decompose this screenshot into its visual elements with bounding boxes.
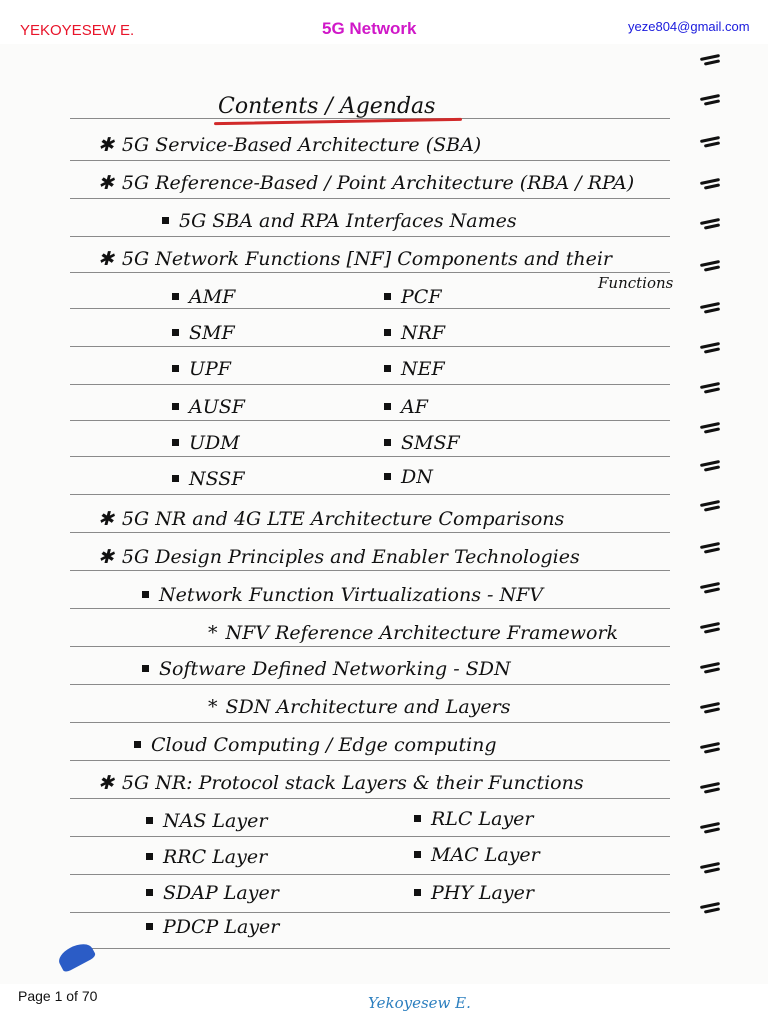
nf-item: AF <box>384 396 428 418</box>
spiral-ring-icon <box>700 704 722 714</box>
ruled-line <box>70 570 670 571</box>
square-bullet-icon <box>142 591 149 598</box>
spiral-ring-icon <box>700 424 722 434</box>
square-bullet-icon <box>146 817 153 824</box>
agenda-item: ✱ 5G Network Functions [NF] Components and their <box>98 248 612 270</box>
star-bullet-icon: ✱ <box>98 248 114 270</box>
ruled-line <box>70 608 670 609</box>
agenda-subsubitem: * SDN Architecture and Layers <box>208 696 511 718</box>
square-bullet-icon <box>414 851 421 858</box>
spiral-ring-icon <box>700 304 722 314</box>
star-bullet-icon: ✱ <box>98 546 114 568</box>
ruled-line <box>70 160 670 161</box>
nf-item: SMSF <box>384 432 460 454</box>
nf-item: AUSF <box>172 396 245 418</box>
ruled-line <box>70 722 670 723</box>
agenda-item: ✱ 5G Reference-Based / Point Architecture (RBA / RPA) <box>98 172 635 194</box>
square-bullet-icon <box>172 365 179 372</box>
document-title: 5G Network <box>322 19 417 38</box>
star-bullet-icon: ✱ <box>98 772 114 794</box>
spiral-ring-icon <box>700 584 722 594</box>
ruled-line <box>70 272 670 273</box>
square-bullet-icon <box>172 293 179 300</box>
ruled-line <box>70 532 670 533</box>
star-bullet-icon: ✱ <box>98 134 114 156</box>
nf-item: NRF <box>384 322 445 344</box>
asterisk-bullet-icon: * <box>208 622 218 644</box>
spiral-ring-icon <box>700 544 722 554</box>
spiral-ring-icon <box>700 262 722 272</box>
spiral-ring-icon <box>700 96 722 106</box>
square-bullet-icon <box>384 473 391 480</box>
author-signature: Yekoyesew E. <box>368 994 471 1012</box>
square-bullet-icon <box>384 293 391 300</box>
square-bullet-icon <box>146 889 153 896</box>
agenda-subitem: Cloud Computing / Edge computing <box>134 734 497 756</box>
star-bullet-icon: ✱ <box>98 172 114 194</box>
nf-item: SMF <box>172 322 235 344</box>
ruled-line <box>70 346 670 347</box>
asterisk-bullet-icon: * <box>208 696 218 718</box>
square-bullet-icon <box>134 741 141 748</box>
author-name: YEKOYESEW E. <box>20 22 135 39</box>
agenda-item: ✱ 5G Service-Based Architecture (SBA) <box>98 134 482 156</box>
spiral-ring-icon <box>700 138 722 148</box>
spiral-ring-icon <box>700 744 722 754</box>
square-bullet-icon <box>172 439 179 446</box>
agenda-item: ✱ 5G NR and 4G LTE Architecture Comparisons <box>98 508 565 530</box>
nf-item: UDM <box>172 432 240 454</box>
square-bullet-icon <box>146 853 153 860</box>
page-header <box>0 0 768 44</box>
nf-item: PCF <box>384 286 442 308</box>
ruled-line <box>70 798 670 799</box>
square-bullet-icon <box>172 403 179 410</box>
contents-heading: Contents / Agendas <box>218 94 436 119</box>
layer-item: PDCP Layer <box>146 916 279 938</box>
square-bullet-icon <box>414 815 421 822</box>
square-bullet-icon <box>384 329 391 336</box>
square-bullet-icon <box>162 217 169 224</box>
spiral-ring-icon <box>700 502 722 512</box>
ruled-line <box>70 308 670 309</box>
nf-item: NEF <box>384 358 445 380</box>
spiral-ring-icon <box>700 344 722 354</box>
spiral-ring-icon <box>700 220 722 230</box>
ruled-line <box>70 198 670 199</box>
square-bullet-icon <box>172 475 179 482</box>
star-bullet-icon: ✱ <box>98 508 114 530</box>
spiral-ring-icon <box>700 904 722 914</box>
spiral-ring-icon <box>700 56 722 66</box>
author-email[interactable]: yeze804@gmail.com <box>628 19 750 34</box>
ruled-line <box>70 912 670 913</box>
spiral-ring-icon <box>700 824 722 834</box>
nf-item: NSSF <box>172 468 245 490</box>
spiral-ring-icon <box>700 784 722 794</box>
spiral-ring-icon <box>700 462 722 472</box>
nf-item: AMF <box>172 286 235 308</box>
page-counter: Page 1 of 70 <box>18 988 98 1004</box>
square-bullet-icon <box>384 403 391 410</box>
spiral-ring-icon <box>700 180 722 190</box>
spiral-ring-icon <box>700 664 722 674</box>
square-bullet-icon <box>146 923 153 930</box>
spiral-ring-icon <box>700 864 722 874</box>
layer-item: RRC Layer <box>146 846 267 868</box>
ruled-line <box>70 948 670 949</box>
ruled-line <box>70 646 670 647</box>
square-bullet-icon <box>384 365 391 372</box>
square-bullet-icon <box>142 665 149 672</box>
spiral-ring-icon <box>700 624 722 634</box>
nf-item: DN <box>384 466 433 488</box>
agenda-subsubitem: * NFV Reference Architecture Framework <box>208 622 619 644</box>
ruled-line <box>70 236 670 237</box>
layer-item: MAC Layer <box>414 844 540 866</box>
ruled-line <box>70 456 670 457</box>
ruled-line <box>70 384 670 385</box>
agenda-item: ✱ 5G Design Principles and Enabler Technologies <box>98 546 580 568</box>
square-bullet-icon <box>384 439 391 446</box>
ruled-line <box>70 874 670 875</box>
agenda-subitem: 5G SBA and RPA Interfaces Names <box>162 210 517 232</box>
layer-item: RLC Layer <box>414 808 534 830</box>
agenda-subitem: Network Function Virtualizations - NFV <box>142 584 543 606</box>
layer-item: NAS Layer <box>146 810 267 832</box>
agenda-subitem: Software Defined Networking - SDN <box>142 658 511 680</box>
agenda-item: ✱ 5G NR: Protocol stack Layers & their Functions <box>98 772 584 794</box>
layer-item: SDAP Layer <box>146 882 279 904</box>
nf-item: UPF <box>172 358 231 380</box>
ruled-line <box>70 836 670 837</box>
square-bullet-icon <box>414 889 421 896</box>
ruled-line <box>70 684 670 685</box>
spiral-ring-icon <box>700 384 722 394</box>
square-bullet-icon <box>172 329 179 336</box>
ruled-line <box>70 494 670 495</box>
ruled-line <box>70 760 670 761</box>
ruled-line <box>70 420 670 421</box>
agenda-item-continuation: Functions <box>598 274 674 292</box>
layer-item: PHY Layer <box>414 882 534 904</box>
